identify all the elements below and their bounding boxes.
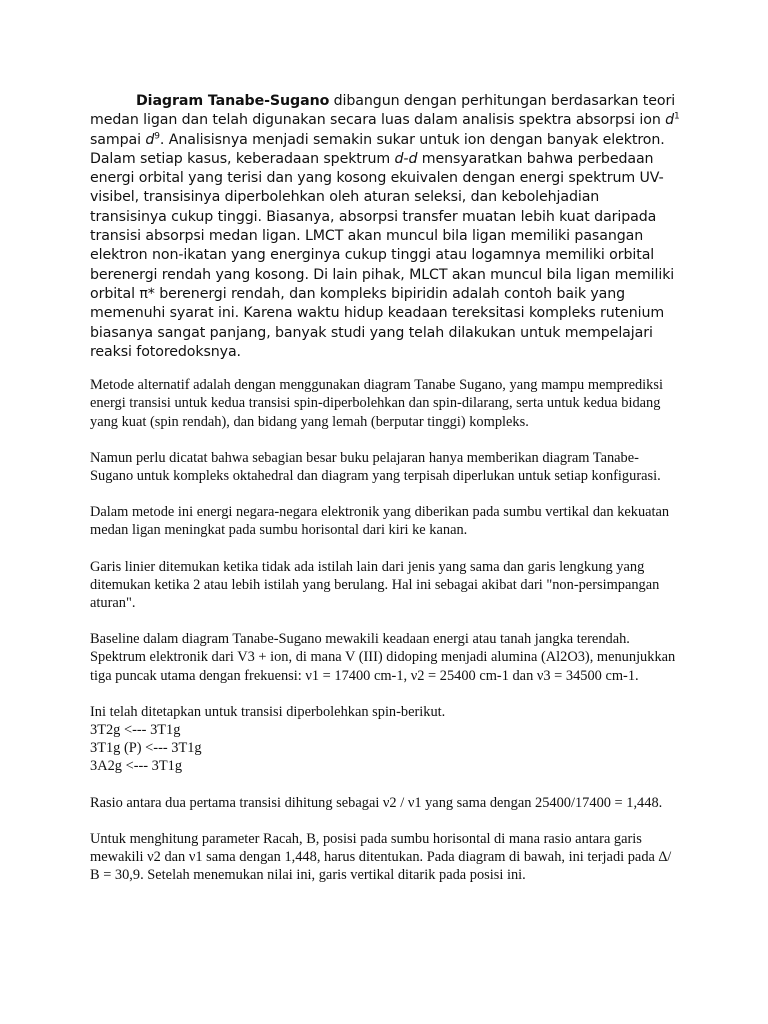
paragraph-lines: Garis linier ditemukan ketika tidak ada istilah lain dari jenis yang sama dan garis lengkung yang ditemukan ketika 2 atau lebih istilah yang berulang. Hal ini sebagai akibat dari "non-persimpangan aturan". [90, 558, 660, 611]
intro-paragraph [90, 92, 680, 362]
paragraph-racah: Untuk menghitung parameter Racah, B, posisi pada sumbu horisontal di mana rasio antara garis mewakili ν2 dan ν1 sama dengan 1,448, harus ditentukan. Pada diagram di bawah, ini terjadi pada ∆/ B = 30,9. Setelah menemukan nilai ini, garis vertikal ditarik pada posisi ini. [90, 830, 672, 884]
superscript-1: 1 [674, 111, 680, 122]
paragraph-axes: Dalam metode ini energi negara-negara elektronik yang diberikan pada sumbu vertikal dan kekuatan medan ligan meningkat pada sumbu horisontal dari kiri ke kanan. [90, 504, 670, 539]
d-symbol: d [145, 131, 155, 148]
transition-line-2: 3T1g (P) <--- 3T1g [90, 740, 202, 757]
paragraph-alternative-method: Metode alternatif adalah dengan menggunakan diagram Tanabe Sugano, yang mampu memprediksi energi transisi untuk kedua transisi spin-diperbolehkan dan spin-dilarang, serta untuk kedua bidang yang kuat (spin rendah), dan bidang yang lemah (berputar tinggi) kompleks. [90, 377, 663, 430]
intro-text-3: . Analisisnya menjadi semakin sukar untuk ion dengan banyak elektron. Dalam setiap kasus, keberadaan spektrum [90, 131, 665, 167]
d-symbol: d [665, 112, 675, 129]
intro-text-4: mensyaratkan bahwa perbedaan energi orbital yang terisi dan yang kosong ekuivalen dengan energi spektrum UV-visibel, transisinya diperbolehkan oleh aturan seleksi, dan kebolehjadian transisinya cukup tinggi. Biasanya, absorpsi transfer muatan lebih kuat daripada transisi absorpsi medan ligan. LMCT akan muncul bila ligan memiliki pasangan elektron non-ikatan yang energinya cukup tinggi atau logamnya memiliki orbital berenergi rendah yang kosong. Di lain pihak, MLCT akan muncul bila ligan memiliki orbital π* berenergi rendah, dan kompleks bipiridin adalah contoh baik yang memenuhi syarat ini. Karena waktu hidup keadaan tereksitasi kompleks rutenium biasanya sangat panjang, banyak studi yang telah dilakukan untuk mempelajari reaksi fotoredoksnya. [90, 150, 675, 360]
paragraph-ratio: Rasio antara dua pertama transisi dihitung sebagai ν2 / ν1 yang sama dengan 25400/17400 = 1,448. [90, 794, 663, 811]
transition-line-3: 3A2g <--- 3T1g [90, 758, 183, 775]
transition-line-1: 3T2g <--- 3T1g [90, 722, 181, 738]
paragraph-textbook-note: Namun perlu dicatat bahwa sebagian besar buku pelajaran hanya memberikan diagram Tanabe-Sugano untuk kompleks oktahedral dan diagram yang terpisah diperlukan untuk setiap konfigurasi. [90, 449, 661, 484]
dd-term: d-d [394, 150, 418, 167]
document-page [90, 92, 680, 902]
transitions-intro: Ini telah ditetapkan untuk transisi diperbolehkan spin-berikut. [90, 703, 446, 720]
intro-text-2: sampai [90, 131, 146, 148]
intro-text-1: dibangun dengan perhitungan berdasarkan teori medan ligan dan telah digunakan secara luas dalam analisis spektra absorpsi ion [90, 93, 676, 129]
superscript-9: 9 [154, 130, 160, 141]
paragraph-baseline: Baseline dalam diagram Tanabe-Sugano mewakili keadaan energi atau tanah jangka terendah. Spektrum elektronik dari V3 + ion, di mana V (III) didoping menjadi alumina (Al2O3), menunjukkan tiga puncak utama dengan frekuensi: ν1 = 17400 cm-1, ν2 = 25400 cm-1 dan ν3 = 34500 cm-1. [90, 631, 676, 684]
paragraph-transitions [90, 703, 680, 776]
intro-title: Diagram Tanabe-Sugano [136, 93, 330, 109]
